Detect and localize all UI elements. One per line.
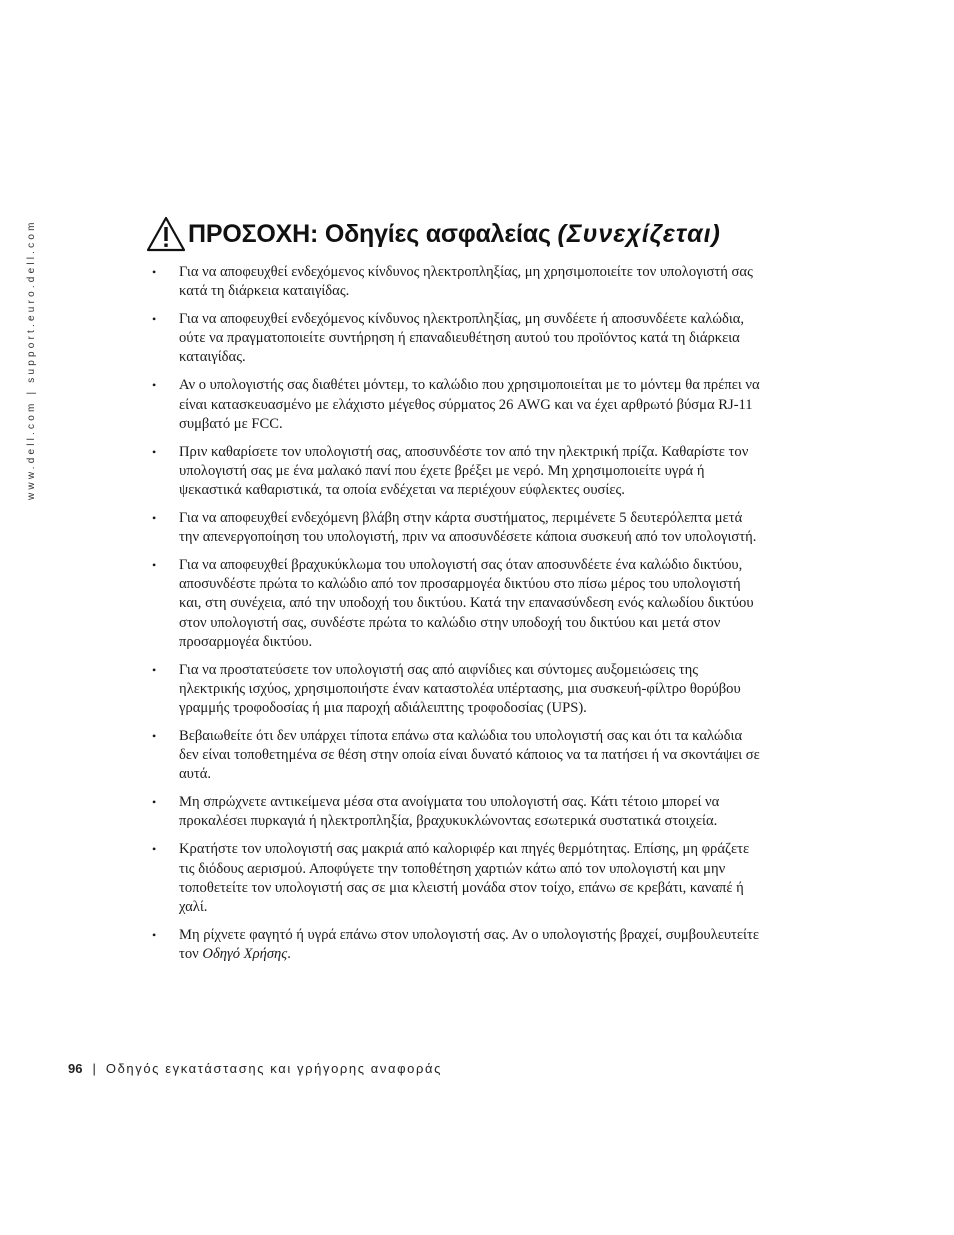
- bullet-item: [150, 840, 760, 916]
- bullet-item: [150, 556, 760, 651]
- bullet-item: [150, 793, 760, 831]
- bullet-dot: •: [152, 927, 157, 942]
- heading-main: ΠΡΟΣΟΧΗ: Οδηγίες ασφαλείας: [188, 219, 558, 248]
- bullet-dot: •: [152, 511, 157, 526]
- bullet-text: Αν ο υπολογιστής σας διαθέτει μόντεμ, το καλώδιο που χρησιμοποιείται με το μόντεμ θα πρέπει να είναι κατασκευασμένο με ελάχιστο μέγεθος σύρματος 26 AWG και να έχει αρθρωτό βύσμα RJ-11 συμβατό με FCC.: [179, 377, 760, 432]
- bullet-text: Για να αποφευχθεί βραχυκύκλωμα του υπολογιστή σας όταν αποσυνδέετε ένα καλώδιο δικτύου, αποσυνδέστε πρώτα το καλώδιο από τον προσαρμογέα δικτύου στο πίσω μέρος του υπολογιστή και, στη συνέχεια, από την υποδοχή του δικτύου. Κατά την επανασύνδεση ενός καλωδίου δικτύου στον υπολογιστή σας, συνδέστε πρώτα το καλώδιο στην υποδοχή του δικτύου και μετά στον προσαρμογέα δικτύου.: [179, 557, 754, 650]
- page-number: 96: [68, 1061, 83, 1076]
- bullet-dot: •: [152, 312, 157, 327]
- bullet-text: Πριν καθαρίσετε τον υπολογιστή σας, αποσυνδέστε τον από την ηλεκτρική πρίζα. Καθαρίστε τον υπολογιστή σας με ένα μαλακό πανί που έχετε βρέξει με νερό. Μη χρησιμοποιείτε υγρά ή ψεκαστικά καθαριστικά, τα οποία ενδέχεται να περιέχουν εύφλεκτες ουσίες.: [179, 443, 749, 498]
- bullet-dot: •: [152, 444, 157, 459]
- heading-continued: (Συνεχίζεται): [557, 219, 721, 248]
- footer-separator: |: [92, 1061, 96, 1076]
- bullet-dot: •: [152, 265, 157, 279]
- bullet-dot: •: [152, 795, 157, 810]
- bullet-text: Κρατήστε τον υπολογιστή σας μακριά από καλοριφέρ και πηγές θερμότητας. Επίσης, μη φράζετε τις διόδους αερισμού. Αποφύγετε την τοποθέτηση χαρτιών κάτω από τον υπολογιστή και μην τοποθετείτε τον υπολογιστή σας σε μια κλειστή μονάδα στον τοίχο, επάνω σε κρεβάτι, καναπέ ή χαλί.: [179, 841, 750, 915]
- bullet-text: Μη ρίχνετε φαγητό ή υγρά επάνω στον υπολογιστή σας. Αν ο υπολογιστής βραχεί, συμβουλευτείτε τον: [179, 926, 759, 962]
- bullet-text: Μη σπρώχνετε αντικείμενα μέσα στα ανοίγματα του υπολογιστή σας. Κάτι τέτοιο μπορεί να προκαλέσει πυρκαγιά ή ηλεκτροπληξία, βραχυκυκλώνοντας εσωτερικά συστατικά στοιχεία.: [179, 794, 720, 830]
- bullet-text: Για να αποφευχθεί ενδεχόμενος κίνδυνος ηλεκτροπληξίας, μη συνδέετε ή αποσυνδέετε καλώδια, ούτε να πραγματοποιείτε συντήρηση ή επαναδιευθέτηση αυτού του προϊόντος κατά τη διάρκεια καταιγίδας.: [179, 311, 745, 366]
- bullet-item: [150, 727, 760, 784]
- user-guide-reference: Οδηγό Χρήσης: [202, 945, 288, 962]
- bullet-item: [150, 443, 760, 500]
- bullet-item: [150, 661, 760, 718]
- bullet-dot: •: [152, 558, 157, 573]
- bullet-dot: •: [152, 842, 157, 857]
- side-url-text: www.dell.com | support.euro.dell.com: [26, 219, 37, 500]
- bullet-item: [150, 376, 760, 433]
- heading-title: [188, 220, 721, 249]
- bullet-item: [150, 263, 760, 301]
- section-heading: [146, 212, 846, 256]
- bullet-item: [150, 926, 760, 964]
- bullet-dot: •: [152, 728, 157, 743]
- bullet-text: Για να αποφευχθεί ενδεχόμενη βλάβη στην κάρτα συστήματος, περιμένετε 5 δευτερόλεπτα μετά την απενεργοποίηση του υπολογιστή, πριν να αποσυνδέσετε κάποια συσκευή από τον υπολογιστή.: [179, 510, 757, 546]
- bullet-text-tail: .: [287, 945, 291, 962]
- bullet-text: Βεβαιωθείτε ότι δεν υπάρχει τίποτα επάνω στα καλώδια του υπολογιστή σας και ότι τα καλώδια δεν είναι τοποθετημένα σε θέση στην οποία είναι δυνατό κάποιος να τα πατήσει ή να σκοντάψει σε αυτά.: [179, 727, 760, 783]
- bullet-dot: •: [152, 662, 157, 677]
- safety-bullet-list: [150, 263, 760, 973]
- warning-triangle-icon: [146, 216, 186, 252]
- footer-title: Οδηγός εγκατάστασης και γρήγορης αναφοράς: [105, 1061, 442, 1076]
- bullet-text: Για να προστατεύσετε τον υπολογιστή σας από αιφνίδιες και σύντομες αυξομειώσεις της ηλεκτρικής ισχύος, χρησιμοποιήστε έναν καταστολέα υπέρτασης, μια συσκευή-φίλτρο θορύβου γραμμής τροφοδοσίας ή μια παροχή αδιάλειπτης τροφοδοσίας (UPS).: [179, 661, 741, 716]
- page-footer: [68, 1061, 442, 1076]
- bullet-text: Για να αποφευχθεί ενδεχόμενος κίνδυνος ηλεκτροπληξίας, μη χρησιμοποιείτε τον υπολογιστή σας κατά τη διάρκεια καταιγίδας.: [179, 264, 753, 300]
- bullet-item: [150, 509, 760, 547]
- bullet-item: [150, 310, 760, 367]
- bullet-dot: •: [152, 378, 157, 393]
